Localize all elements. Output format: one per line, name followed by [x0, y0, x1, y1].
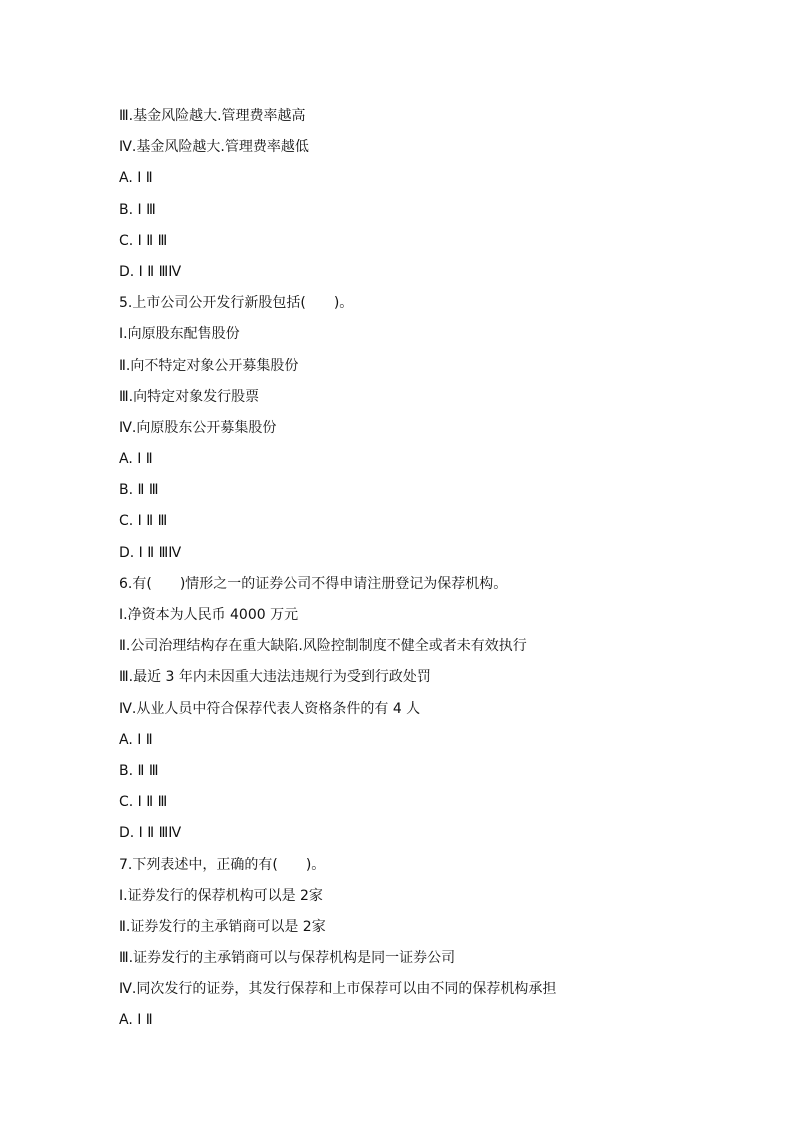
question-5: 5.上市公司公开发行新股包括( )。	[119, 295, 354, 312]
option-c: C. Ⅰ Ⅱ Ⅲ	[119, 513, 168, 530]
statement-iv: Ⅳ.同次发行的证券，其发行保荐和上市保荐可以由不同的保荐机构承担	[119, 981, 557, 998]
statement-ii: Ⅱ.公司治理结构存在重大缺陷.风险控制制度不健全或者未有效执行	[119, 638, 527, 655]
question-7: 7.下列表述中，正确的有( )。	[119, 856, 326, 873]
option-d: D. Ⅰ Ⅱ ⅢⅣ	[119, 544, 182, 561]
statement-ii: Ⅱ.证券发行的主承销商可以是 2家	[119, 918, 326, 935]
option-b: B. Ⅰ Ⅲ	[119, 201, 156, 218]
option-d: D. Ⅰ Ⅱ ⅢⅣ	[119, 825, 182, 842]
statement-iii: Ⅲ.基金风险越大.管理费率越高	[119, 108, 306, 124]
statement-i: Ⅰ.净资本为人民币 4000 万元	[119, 607, 299, 623]
option-c: C. Ⅰ Ⅱ Ⅲ	[119, 232, 168, 249]
statement-iv: Ⅳ.基金风险越大.管理费率越低	[119, 139, 309, 156]
statement-i: Ⅰ.证券发行的保荐机构可以是 2家	[119, 887, 323, 904]
option-b: B. Ⅱ Ⅲ	[119, 482, 159, 499]
document-body	[119, 101, 719, 1037]
statement-i: Ⅰ.向原股东配售股份	[119, 326, 240, 343]
statement-iii: Ⅲ.证券发行的主承销商可以与保荐机构是同一证券公司	[119, 950, 456, 967]
statement-iii: Ⅲ.最近 3 年内未因重大违法违规行为受到行政处罚	[119, 669, 431, 686]
statement-ii: Ⅱ.向不特定对象公开募集股份	[119, 357, 299, 374]
question-6: 6.有( )情形之一的证券公司不得申请注册登记为保荐机构。	[119, 575, 508, 592]
statement-iv: Ⅳ.从业人员中符合保荐代表人资格条件的有 4 人	[119, 700, 421, 717]
statement-iii: Ⅲ.向特定对象发行股票	[119, 388, 260, 405]
option-a: A. Ⅰ Ⅱ	[119, 451, 153, 468]
option-d: D. Ⅰ Ⅱ ⅢⅣ	[119, 263, 182, 280]
option-c: C. Ⅰ Ⅱ Ⅲ	[119, 794, 168, 811]
option-b: B. Ⅱ Ⅲ	[119, 762, 159, 779]
option-a: A. Ⅰ Ⅱ	[119, 170, 153, 187]
statement-iv: Ⅳ.向原股东公开募集股份	[119, 419, 277, 436]
option-a: A. Ⅰ Ⅱ	[119, 731, 153, 748]
option-a: A. Ⅰ Ⅱ	[119, 1012, 153, 1029]
